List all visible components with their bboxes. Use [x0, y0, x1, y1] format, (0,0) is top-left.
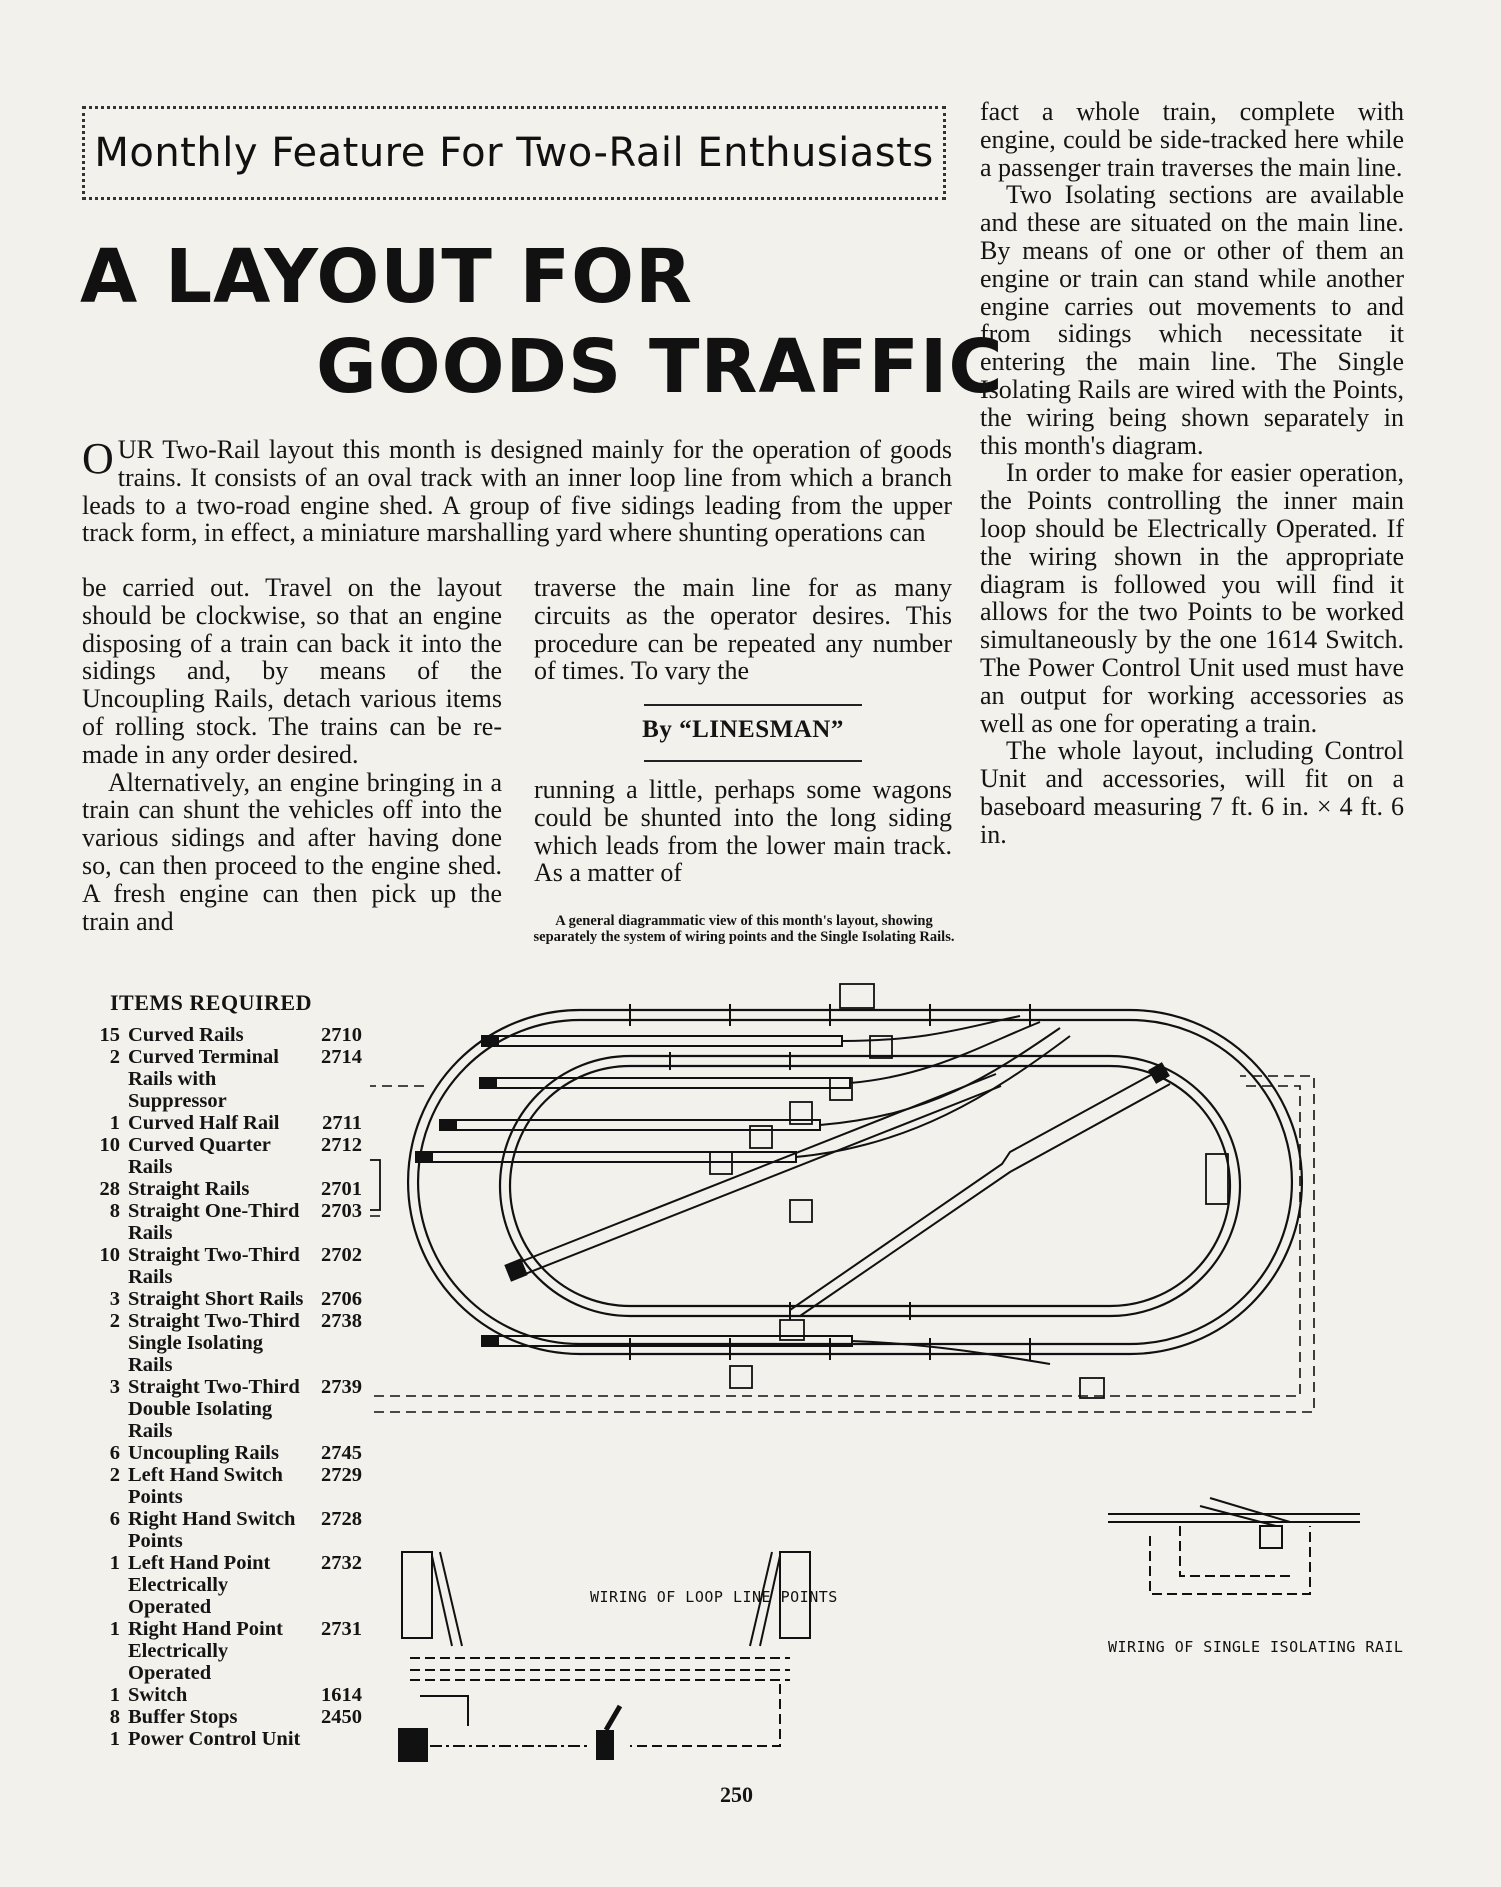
item-code: 2732	[321, 1552, 362, 1574]
item-qty: 2	[109, 1464, 120, 1486]
item-qty: 10	[99, 1244, 120, 1266]
column-left	[82, 574, 502, 935]
item-code: 2450	[321, 1706, 362, 1728]
item-row	[82, 1618, 362, 1684]
item-qty: 2	[109, 1310, 120, 1332]
item-name: Curved Quarter Rails	[128, 1134, 271, 1178]
loop-wiring-label: WIRING OF LOOP LINE POINTS	[590, 1588, 838, 1606]
item-name: Curved Half Rail	[128, 1112, 280, 1134]
item-qty: 1	[109, 1684, 120, 1706]
item-row	[82, 1178, 362, 1200]
byline-rule-bottom	[644, 760, 862, 762]
item-row	[82, 1244, 362, 1288]
item-qty: 15	[99, 1024, 120, 1046]
lead-text: UR Two-Rail layout this month is designed mainly for the operation of goods trains. It consists of an oval track with an inner loop line from which a branch leads to a two-road engine shed. A group of five sidings leading from the upper track form, in effect, a miniature marshalling yard where shunting operations can	[82, 435, 952, 548]
item-name: Left Hand Switch Points	[128, 1464, 283, 1508]
column-middle-top	[534, 574, 952, 685]
layout-diagram	[370, 966, 1410, 1766]
item-row	[82, 1464, 362, 1508]
byline: By “LINESMAN”	[642, 716, 844, 743]
item-qty: 8	[109, 1200, 120, 1222]
upper-sidings	[416, 1016, 1070, 1162]
item-qty: 1	[109, 1618, 120, 1640]
item-code: 1614	[321, 1684, 362, 1706]
item-row	[82, 1376, 362, 1442]
item-name: Right Hand Switch Points	[128, 1508, 296, 1552]
lower-siding	[482, 1336, 1050, 1364]
paragraph: fact a whole train, complete with engine, could be side-tracked here while a passenger train traverses the main line.	[980, 97, 1404, 182]
item-name: Straight Two-Third Double Isolating Rails	[128, 1376, 300, 1442]
item-row	[82, 1112, 362, 1134]
loop-wiring-diagram	[398, 1552, 810, 1762]
items-required-list	[82, 1024, 362, 1750]
headline-line-2: GOODS TRAFFIC	[316, 324, 1004, 410]
column-right	[980, 98, 1404, 849]
item-name: Straight Short Rails	[128, 1288, 304, 1310]
single-isolating-label: WIRING OF SINGLE ISOLATING RAIL	[1108, 1638, 1404, 1656]
item-row	[82, 1706, 362, 1728]
items-required-title: ITEMS REQUIRED	[110, 990, 312, 1015]
item-code: 2729	[321, 1464, 362, 1486]
item-qty: 3	[109, 1288, 120, 1310]
item-code: 2701	[321, 1178, 362, 1200]
item-qty: 10	[99, 1134, 120, 1156]
item-row	[82, 1552, 362, 1618]
paragraph: Alternatively, an engine bringing in a train can shunt the vehicles off into the various sidings and after having done so, can then proceed to the engine shed. A fresh engine can then pick up the train and	[82, 767, 502, 936]
item-name: Right Hand Point Electrically Operated	[128, 1618, 283, 1684]
byline-rule-top	[644, 704, 862, 706]
item-code: 2702	[321, 1244, 362, 1266]
feature-kicker: Monthly Feature For Two-Rail Enthusiasts	[94, 130, 934, 176]
item-row	[82, 1684, 362, 1706]
item-qty: 8	[109, 1706, 120, 1728]
item-name: Left Hand Point Electrically Operated	[128, 1552, 271, 1618]
item-row	[82, 1728, 362, 1750]
item-code: 2714	[321, 1046, 362, 1068]
item-qty: 2	[109, 1046, 120, 1068]
paragraph: Two Isolating sections are available and these are situated on the main line. By means of one or other of them an engine or train can stand while another engine carries out movements to and from sidings which necessitate it entering the main line. The Single Isolating Rails are wired with the Points, the wiring being shown separately in this month's diagram.	[980, 180, 1404, 460]
item-qty: 1	[109, 1552, 120, 1574]
item-name: Power Control Unit	[128, 1728, 301, 1750]
item-code	[312, 1728, 362, 1750]
item-code: 2712	[321, 1134, 362, 1156]
item-name: Straight One-Third Rails	[128, 1200, 300, 1244]
column-middle-bottom	[534, 776, 952, 887]
item-name: Switch	[128, 1684, 188, 1706]
item-qty: 6	[109, 1508, 120, 1530]
diagonal-sidings	[506, 1063, 1170, 1316]
item-row	[82, 1288, 362, 1310]
item-qty: 6	[109, 1442, 120, 1464]
item-qty: 1	[109, 1728, 120, 1750]
item-row	[82, 1200, 362, 1244]
item-name: Straight Two-Third Single Isolating Rails	[128, 1310, 300, 1376]
paragraph: be carried out. Travel on the layout should be clockwise, so that an engine disposing of a train can back it into the sidings and, by means of the Uncoupling Rails, detach various items of rolling stock. The trains can be re-made in any order desired.	[82, 573, 502, 769]
item-name: Straight Rails	[128, 1178, 250, 1200]
item-code: 2728	[321, 1508, 362, 1530]
paragraph: traverse the main line for as many circuits as the operator desires. This procedure can be repeated any number of times. To vary the	[534, 573, 952, 686]
item-code: 2710	[321, 1024, 362, 1046]
paragraph: The whole layout, including Control Unit and accessories, will fit on a baseboard measuring 7 ft. 6 in. × 4 ft. 6 in.	[980, 736, 1404, 849]
item-code: 2738	[321, 1310, 362, 1332]
single-isolating-diagram	[1108, 1498, 1360, 1594]
paragraph: running a little, perhaps some wagons could be shunted into the long siding which leads from the lower main track. As a matter of	[534, 775, 952, 888]
item-code: 2739	[321, 1376, 362, 1398]
item-name: Curved Rails	[128, 1024, 244, 1046]
item-row	[82, 1134, 362, 1178]
item-qty: 28	[99, 1178, 120, 1200]
drop-cap: O	[82, 434, 114, 483]
item-code: 2731	[321, 1618, 362, 1640]
diagram-caption: A general diagrammatic view of this month's layout, showing separately the system of wiring points and the Single Isolating Rails.	[533, 913, 955, 945]
item-code: 2745	[321, 1442, 362, 1464]
headline-line-1: A LAYOUT FOR	[80, 234, 693, 320]
item-code: 2711	[322, 1112, 362, 1134]
item-name: Straight Two-Third Rails	[128, 1244, 300, 1288]
item-row	[82, 1046, 362, 1112]
inner-oval-track	[500, 1056, 1240, 1316]
item-name: Uncoupling Rails	[128, 1442, 279, 1464]
lead-paragraph	[82, 436, 952, 547]
item-row	[82, 1024, 362, 1046]
item-row	[82, 1310, 362, 1376]
paragraph: In order to make for easier operation, the Points controlling the inner main loop should be Electrically Operated. If the wiring shown in the appropriate diagram is followed you will find it allows for the two Points to be worked simultaneously by the one 1614 Switch. The Power Control Unit used must have an output for working accessories as well as one for operating a train.	[980, 458, 1404, 738]
item-name: Curved Terminal Rails with Suppressor	[128, 1046, 279, 1112]
item-code: 2703	[321, 1200, 362, 1222]
item-qty: 1	[109, 1112, 120, 1134]
page-number: 250	[720, 1782, 753, 1807]
item-code: 2706	[321, 1288, 362, 1310]
item-row	[82, 1442, 362, 1464]
item-row	[82, 1508, 362, 1552]
feature-kicker-box	[82, 106, 946, 200]
item-qty: 3	[109, 1376, 120, 1398]
item-name: Buffer Stops	[128, 1706, 238, 1728]
